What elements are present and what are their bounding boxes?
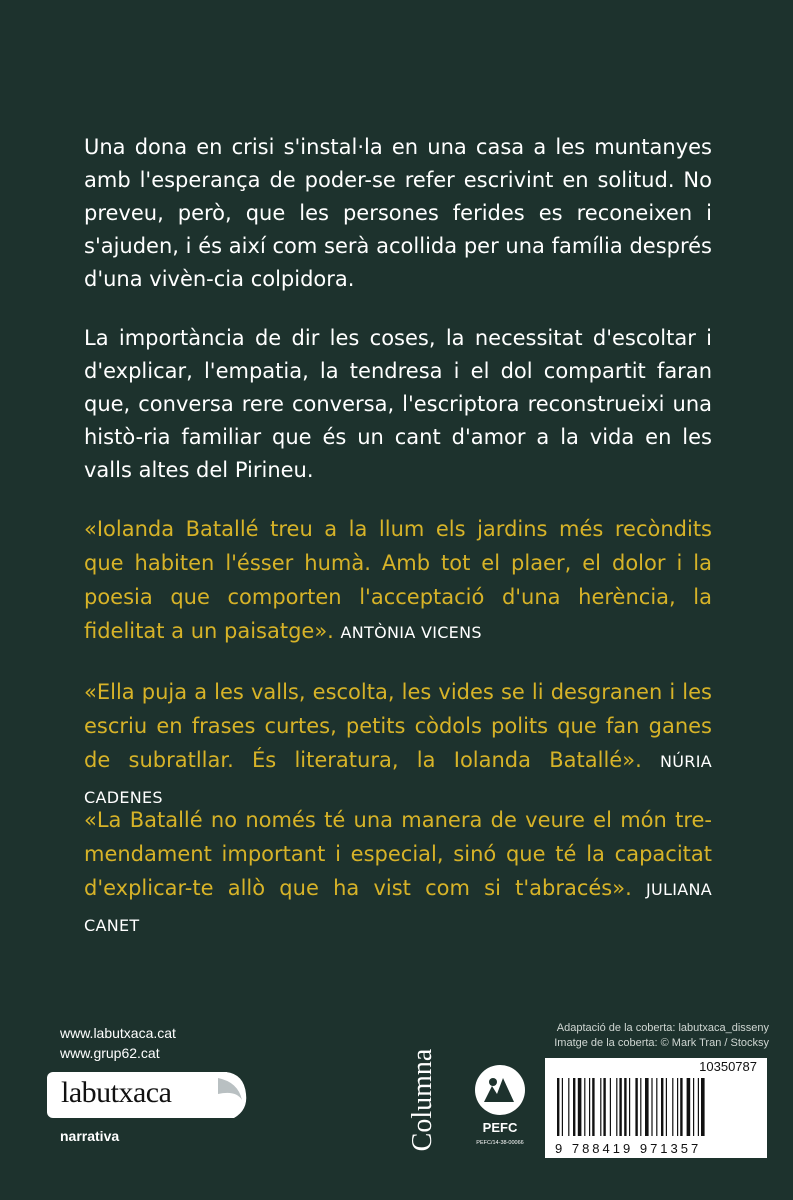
review-quote-1 [84,512,712,650]
blurb-paragraph-2: La importància de dir les coses, la necessitat d'escoltar i d'explicar, l'empatia, la tendresa i el dol compartit faran que, conversa rere conversa, l'escriptora reconstrueixi una histò-ria familiar que és un cant d'amor a la vida en les valls altes del Pirineu. [84,326,712,482]
publisher-name: Columna [407,1048,438,1152]
publisher-logo [403,1040,443,1160]
pefc-code: PEFC/14-38-00066 [476,1140,524,1146]
logo-text: labutxaca [61,1076,172,1109]
cover-credits [499,1021,769,1051]
labutxaca-logo [47,1072,227,1118]
review-quote-2 [84,675,712,815]
blurb-paragraph-1: Una dona en crisi s'instal·la en una casa a les muntanyes amb l'esperança de poder-se refer escrivint en solitud. No preveu, però, que les persones ferides es reconeixen i s'ajuden, i és així com serà acollida per una família després d'una vivèn-cia colpidora. [84,135,712,291]
barcode-bars [557,1078,755,1136]
website-link-labutxaca[interactable]: www.labutxaca.cat [60,1025,176,1041]
quote-author: NÚRIA CADENES [84,752,712,807]
page-curl-icon [216,1072,252,1118]
quote-author: JULIANA CANET [84,880,712,935]
quote-text: «Iolanda Batallé treu a la llum els jardins més recòndits que habiten l'ésser humà. Amb tot el plaer, el dolor i la poesia que comporten l'acceptació d'una herència, la fidelitat a un paisatge». [84,517,712,643]
collection-label: narrativa [60,1128,120,1144]
quote-text: «La Batallé no només té una manera de veure el món tre-mendament important i especial, sinó que té la capacitat d'explicar-te allò que ha vist com si t'abracés». [84,808,712,900]
website-links [60,1023,176,1063]
barcode-code: 10350787 [699,1059,757,1074]
review-quote-3 [84,803,712,943]
isbn-number: 9 788419 971357 [555,1141,702,1156]
quote-text: «Ella puja a les valls, escolta, les vides se li desgranen i les escriu en frases curtes, petits còdols polits que fan ganes de subratllar. És literatura, la Iolanda Batallé». [84,680,712,772]
isbn-barcode [545,1058,767,1158]
website-link-grup62[interactable]: www.grup62.cat [60,1045,160,1061]
pefc-label: PEFC [482,1120,518,1135]
credit-image: Imatge de la coberta: © Mark Tran / Stocksy [554,1037,769,1049]
credit-design: Adaptació de la coberta: labutxaca_disseny [556,1022,769,1034]
quote-author: ANTÒNIA VICENS [340,623,482,642]
pefc-certification-icon [470,1062,530,1152]
